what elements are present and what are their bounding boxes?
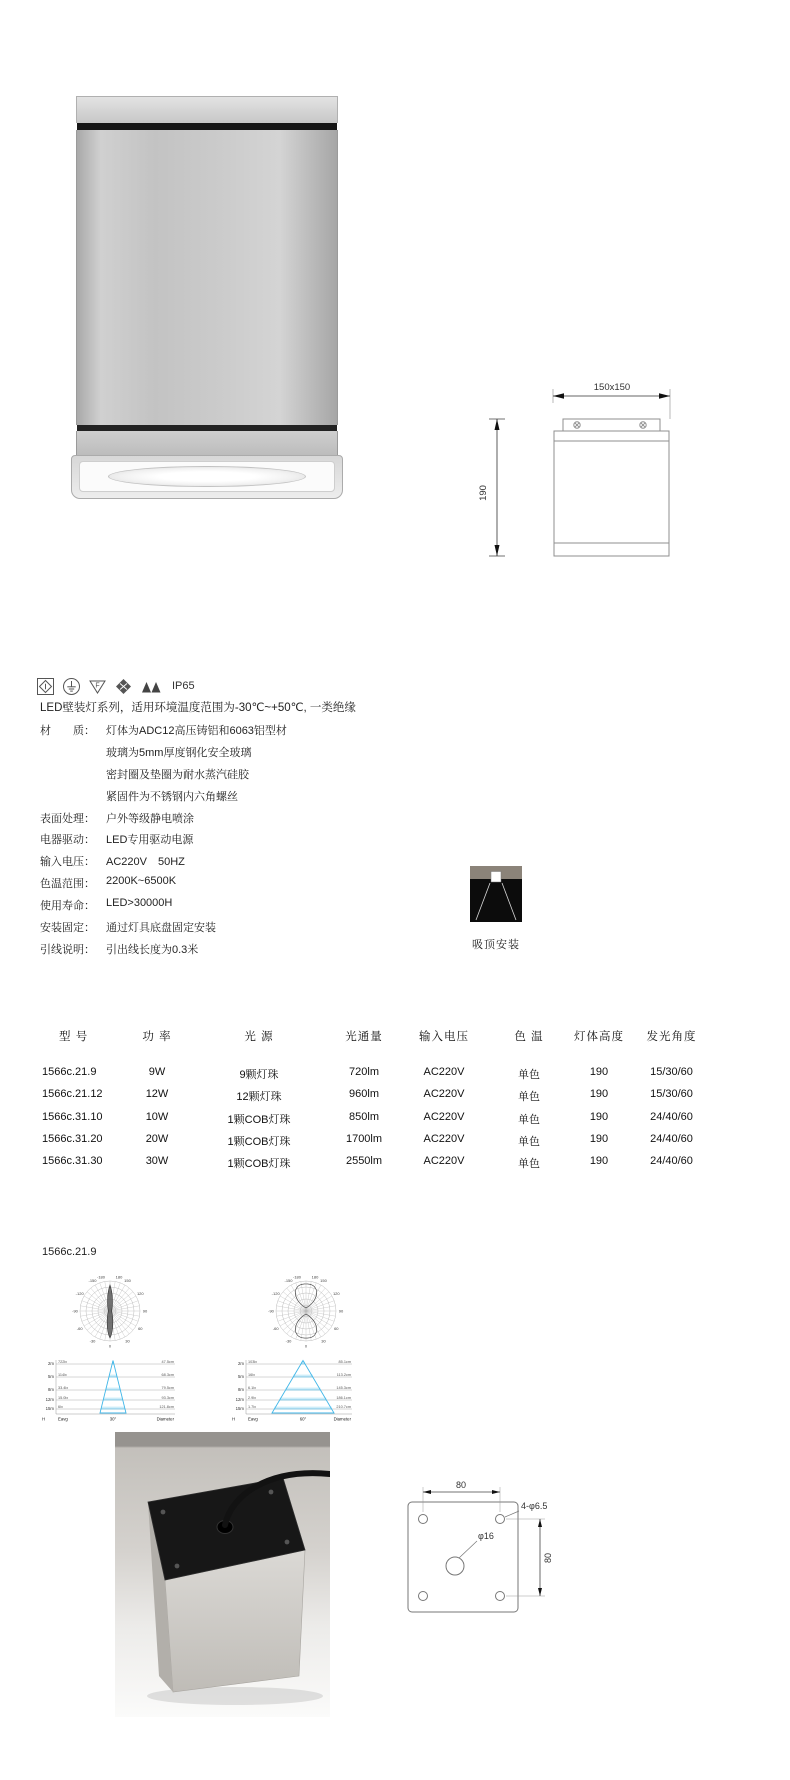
photo-lamp-face — [71, 455, 343, 499]
spec-label: 引线说明： — [40, 943, 95, 956]
table-cell: 单色 — [518, 1091, 540, 1104]
pitch-v-label: 80 — [543, 1552, 553, 1564]
svg-text:F: F — [95, 682, 100, 690]
screw-symbol — [640, 422, 646, 428]
polar-angle-label: -120 — [271, 1290, 280, 1296]
cone-diameter-value: 210.7cm — [336, 1405, 351, 1409]
table-cell: 10W — [145, 1110, 169, 1123]
cone-lux-value: 33.4lx — [58, 1386, 69, 1390]
cone-diameter-value: 145.3cm — [336, 1386, 351, 1390]
cone-footer-h: H — [42, 1416, 46, 1422]
table-cell: AC220V — [423, 1066, 465, 1078]
cone-distance-label: 2m — [238, 1361, 244, 1366]
beam-lobe — [107, 1285, 113, 1338]
table-cell: 190 — [589, 1066, 609, 1078]
screw-symbol — [574, 422, 580, 428]
table-cell: 12W — [145, 1088, 169, 1101]
table-cell: 1566c.31.20 — [42, 1132, 103, 1145]
polar-angle-label: -30 — [285, 1338, 292, 1344]
spec-value: LED专用驱动电源 — [106, 834, 194, 847]
dimension-drawing — [470, 375, 685, 570]
table-cell: 1颗COB灯珠 — [227, 1158, 291, 1171]
lamp-flange — [554, 431, 669, 441]
spec-value: LED>30000H — [106, 897, 173, 910]
table-cell: AC220V — [423, 1155, 465, 1168]
mounting-plate-drawing — [393, 1472, 583, 1640]
corner-hole — [419, 1515, 428, 1524]
table-cell: 20W — [145, 1132, 169, 1145]
polar-angle-label: -180 — [96, 1274, 106, 1280]
double-triangle-icon — [140, 677, 162, 696]
polar-angle-label: 150 — [124, 1277, 131, 1283]
spec-value: 玻璃为5mm厚度钢化安全玻璃 — [106, 746, 252, 759]
cone-lux-value: 6lx — [58, 1405, 63, 1409]
spec-list — [40, 722, 287, 963]
spec-label: 色温范围： — [40, 878, 95, 891]
photo-lamp-body — [76, 130, 338, 425]
table-cell: 9W — [148, 1066, 166, 1078]
polar-angle-label: 150 — [320, 1277, 327, 1283]
cone-distance-label: 2m — [48, 1361, 54, 1366]
cone-diameter-value: 85.1cm — [338, 1360, 351, 1364]
spec-row — [40, 941, 287, 963]
cone-footer-diameter: Diameter — [333, 1416, 351, 1422]
certification-row — [36, 676, 195, 696]
product-table-rows — [35, 1066, 714, 1177]
cone-diameter-value: 113.2cm — [336, 1373, 351, 1377]
table-cell: AC220V — [423, 1132, 465, 1145]
photo-screw — [175, 1564, 180, 1569]
polar-diagram-wide — [258, 1263, 354, 1359]
table-cell: 720lm — [349, 1066, 379, 1078]
installation-photo-art — [115, 1432, 330, 1717]
table-cell: 单色 — [518, 1113, 540, 1126]
cone-footer-beam-angle: 30° — [109, 1416, 117, 1422]
cone-footer-beam-angle: 60° — [299, 1416, 307, 1422]
polar-angle-label: -90 — [268, 1308, 274, 1314]
cone-lux-value: 722lx — [58, 1360, 68, 1364]
spec-row — [40, 853, 287, 875]
polar-angle-label: 0 — [108, 1343, 112, 1349]
cone-distance-label: 5m — [48, 1374, 54, 1379]
class-insulation-icon — [36, 677, 55, 696]
table-cell: 15/30/60 — [650, 1066, 693, 1078]
table-cell: 2550lm — [345, 1155, 383, 1168]
table-cell: 1颗COB灯珠 — [227, 1113, 291, 1126]
table-header-cell: 色 温 — [514, 1031, 544, 1043]
cone-diagram-narrow — [36, 1356, 178, 1426]
polar-angle-label: -90 — [72, 1308, 78, 1314]
spec-label: 材 质： — [40, 725, 95, 737]
cone-diameter-value: 47.5cm — [161, 1360, 174, 1364]
polar-angle-label: 60 — [138, 1325, 143, 1331]
table-header-cell: 光 源 — [244, 1031, 274, 1043]
photo-top-cap — [76, 96, 338, 123]
cone-diameter-value: 93.3cm — [161, 1396, 174, 1400]
vde-f-icon — [88, 677, 107, 696]
arrowhead — [495, 545, 500, 556]
spec-value: 户外等级静电喷涂 — [106, 812, 194, 825]
lamp-bezel — [554, 543, 669, 556]
photo-reflector — [108, 466, 306, 487]
polar-angle-label: -150 — [88, 1277, 97, 1283]
polar-angle-label: -60 — [76, 1325, 83, 1331]
table-cell: 30W — [145, 1155, 169, 1168]
table-header-cell: 灯体高度 — [574, 1031, 624, 1043]
spec-value: 通过灯具底盘固定安装 — [106, 922, 216, 935]
ground-icon — [62, 677, 81, 696]
spec-value: 紧固件为不锈钢内六角螺丝 — [106, 790, 238, 803]
cone-lux-value: 15.0lx — [58, 1396, 69, 1400]
polar-angle-label: 120 — [136, 1290, 144, 1296]
cone-lux-value: 2.9lx — [248, 1396, 257, 1400]
cone-lux-value: 114lx — [58, 1373, 67, 1377]
corner-hole — [496, 1592, 505, 1601]
corner-holes-label: 4-φ6.5 — [521, 1501, 548, 1511]
table-cell: 单色 — [518, 1069, 540, 1081]
table-header-cell: 型 号 — [59, 1031, 89, 1043]
table-cell: 24/40/60 — [650, 1110, 693, 1123]
cone-diameter-value: 186.1cm — [336, 1396, 351, 1400]
cone-footer-eavg: Eavg — [58, 1416, 68, 1422]
spec-row — [40, 875, 287, 897]
table-cell: 190 — [589, 1132, 609, 1145]
table-cell: 24/40/60 — [650, 1132, 693, 1145]
polar-angle-label: -180 — [292, 1274, 302, 1280]
spec-value: AC220V 50HZ — [106, 856, 185, 869]
cone-triangle — [272, 1361, 334, 1414]
polar-angle-label: -120 — [75, 1290, 84, 1296]
table-cell: 850lm — [349, 1110, 379, 1123]
table-cell: 1566c.31.30 — [42, 1155, 103, 1168]
arrowhead — [659, 393, 670, 398]
ceiling-mount-icon — [470, 866, 522, 922]
series-description: LED壁装灯系列，适用环境温度范围为-30℃~+50℃, 一类绝缘 — [40, 702, 356, 714]
diamond-cert-icon — [114, 677, 133, 696]
table-cell: 190 — [589, 1088, 609, 1101]
table-cell: 1颗COB灯珠 — [227, 1135, 291, 1148]
cone-distance-label: 8m — [238, 1387, 244, 1392]
cone-triangle — [100, 1361, 126, 1414]
cone-diameter-value: 68.3cm — [161, 1373, 174, 1377]
polar-angle-label: 180 — [115, 1274, 123, 1280]
polar-angle-label: 120 — [332, 1290, 340, 1296]
polar-angle-label: 90 — [142, 1308, 148, 1314]
cone-distance-label: 12m — [45, 1397, 54, 1402]
table-cell: 12颗灯珠 — [236, 1091, 282, 1104]
arrowhead — [538, 1588, 542, 1596]
spec-label: 安装固定： — [40, 922, 95, 935]
spec-label: 电器驱动： — [40, 834, 95, 847]
photo-screw — [269, 1490, 274, 1495]
polar-angle-label: 30 — [321, 1338, 326, 1344]
arrowhead — [538, 1519, 542, 1527]
cone-footer-h: H — [232, 1416, 236, 1422]
table-cell: 9颗灯珠 — [239, 1069, 279, 1081]
photometry-model-label: 1566c.21.9 — [42, 1246, 97, 1258]
polar-angle-label: 30 — [125, 1338, 130, 1344]
polar-angle-label: 180 — [311, 1274, 319, 1280]
cone-distance-label: 5m — [238, 1374, 244, 1379]
spec-row — [40, 919, 287, 941]
polar-angle-label: -30 — [89, 1338, 96, 1344]
photo-screw — [161, 1510, 166, 1515]
cone-lux-value: 16lx — [248, 1373, 255, 1377]
spec-label: 使用寿命： — [40, 900, 95, 913]
table-cell: 24/40/60 — [650, 1155, 693, 1168]
product-table-header — [35, 1028, 714, 1044]
cone-distance-label: 12m — [235, 1397, 244, 1402]
ip-rating: IP65 — [172, 680, 195, 692]
pitch-h-label: 80 — [455, 1480, 467, 1490]
photo-groove-top — [77, 123, 337, 130]
table-header-cell: 发光角度 — [646, 1031, 697, 1043]
table-cell: AC220V — [423, 1110, 465, 1123]
spec-row — [40, 744, 287, 766]
spec-value: 引出线长度为0.3米 — [106, 943, 199, 956]
arrowhead — [423, 1490, 431, 1494]
table-header-cell: 输入电压 — [419, 1031, 469, 1043]
cone-footer-eavg: Eavg — [248, 1416, 258, 1422]
spec-row — [40, 722, 287, 744]
table-header-cell: 光通量 — [345, 1031, 383, 1043]
table-cell: 960lm — [349, 1088, 379, 1101]
spec-row — [40, 897, 287, 919]
table-cell: 单色 — [518, 1135, 540, 1148]
photo-glass — [79, 461, 335, 492]
polar-angle-label: -60 — [272, 1325, 279, 1331]
polar-diagram-narrow — [62, 1263, 158, 1359]
cone-distance-label: 8m — [48, 1387, 54, 1392]
cone-diagram-wide — [226, 1356, 356, 1426]
table-cell: 1700lm — [345, 1132, 383, 1145]
cone-lux-value: 1.7lx — [248, 1405, 257, 1409]
mount-caption: 吸顶安装 — [472, 939, 520, 951]
cone-lux-value: 103lx — [248, 1360, 258, 1364]
cone-diameter-value: 79.5cm — [161, 1386, 174, 1390]
table-cell: 190 — [589, 1155, 609, 1168]
cone-diameter-value: 121.8cm — [159, 1405, 174, 1409]
cone-distance-label: 15m — [235, 1406, 244, 1411]
table-cell: 1566c.21.9 — [42, 1066, 97, 1078]
polar-angle-label: 60 — [334, 1325, 339, 1331]
spec-label: 输入电压： — [40, 856, 95, 869]
table-cell: 190 — [589, 1110, 609, 1123]
cone-footer-diameter: Diameter — [156, 1416, 174, 1422]
table-header-cell: 功 率 — [142, 1031, 172, 1043]
spec-value: 灯体为ADC12高压铸铝和6063铝型材 — [106, 725, 287, 737]
photo-screw — [285, 1540, 290, 1545]
dimension-height-label: 190 — [478, 485, 489, 501]
cone-lux-value: 6.1lx — [248, 1386, 257, 1390]
dimension-width-label: 150x150 — [593, 382, 631, 393]
spec-row — [40, 788, 287, 810]
table-cell: 15/30/60 — [650, 1088, 693, 1101]
spec-row — [40, 766, 287, 788]
table-cell: 单色 — [518, 1158, 540, 1171]
arrowhead — [495, 419, 500, 430]
spec-value: 2200K~6500K — [106, 875, 177, 888]
lamp-body-outline — [554, 441, 669, 543]
center-hole — [446, 1557, 464, 1575]
product-photo — [76, 96, 338, 500]
table-cell: 1566c.21.12 — [42, 1088, 103, 1101]
arrowhead — [553, 393, 564, 398]
arrowhead — [492, 1490, 500, 1494]
mount-type — [470, 866, 542, 952]
table-cell: 1566c.31.10 — [42, 1110, 103, 1123]
spec-row — [40, 810, 287, 832]
polar-angle-label: 90 — [338, 1308, 344, 1314]
cone-distance-label: 15m — [45, 1406, 54, 1411]
corner-hole — [419, 1592, 428, 1601]
table-cell: AC220V — [423, 1088, 465, 1101]
photo-lower-band — [76, 431, 338, 455]
polar-angle-label: -150 — [284, 1277, 293, 1283]
spec-row — [40, 831, 287, 853]
installation-photo — [115, 1432, 330, 1717]
polar-angle-label: 0 — [304, 1343, 308, 1349]
corner-hole — [496, 1515, 505, 1524]
center-hole-label: φ16 — [478, 1531, 494, 1541]
spec-label: 表面处理： — [40, 812, 95, 825]
spec-value: 密封圈及垫圈为耐水蒸汽硅胶 — [106, 768, 249, 781]
